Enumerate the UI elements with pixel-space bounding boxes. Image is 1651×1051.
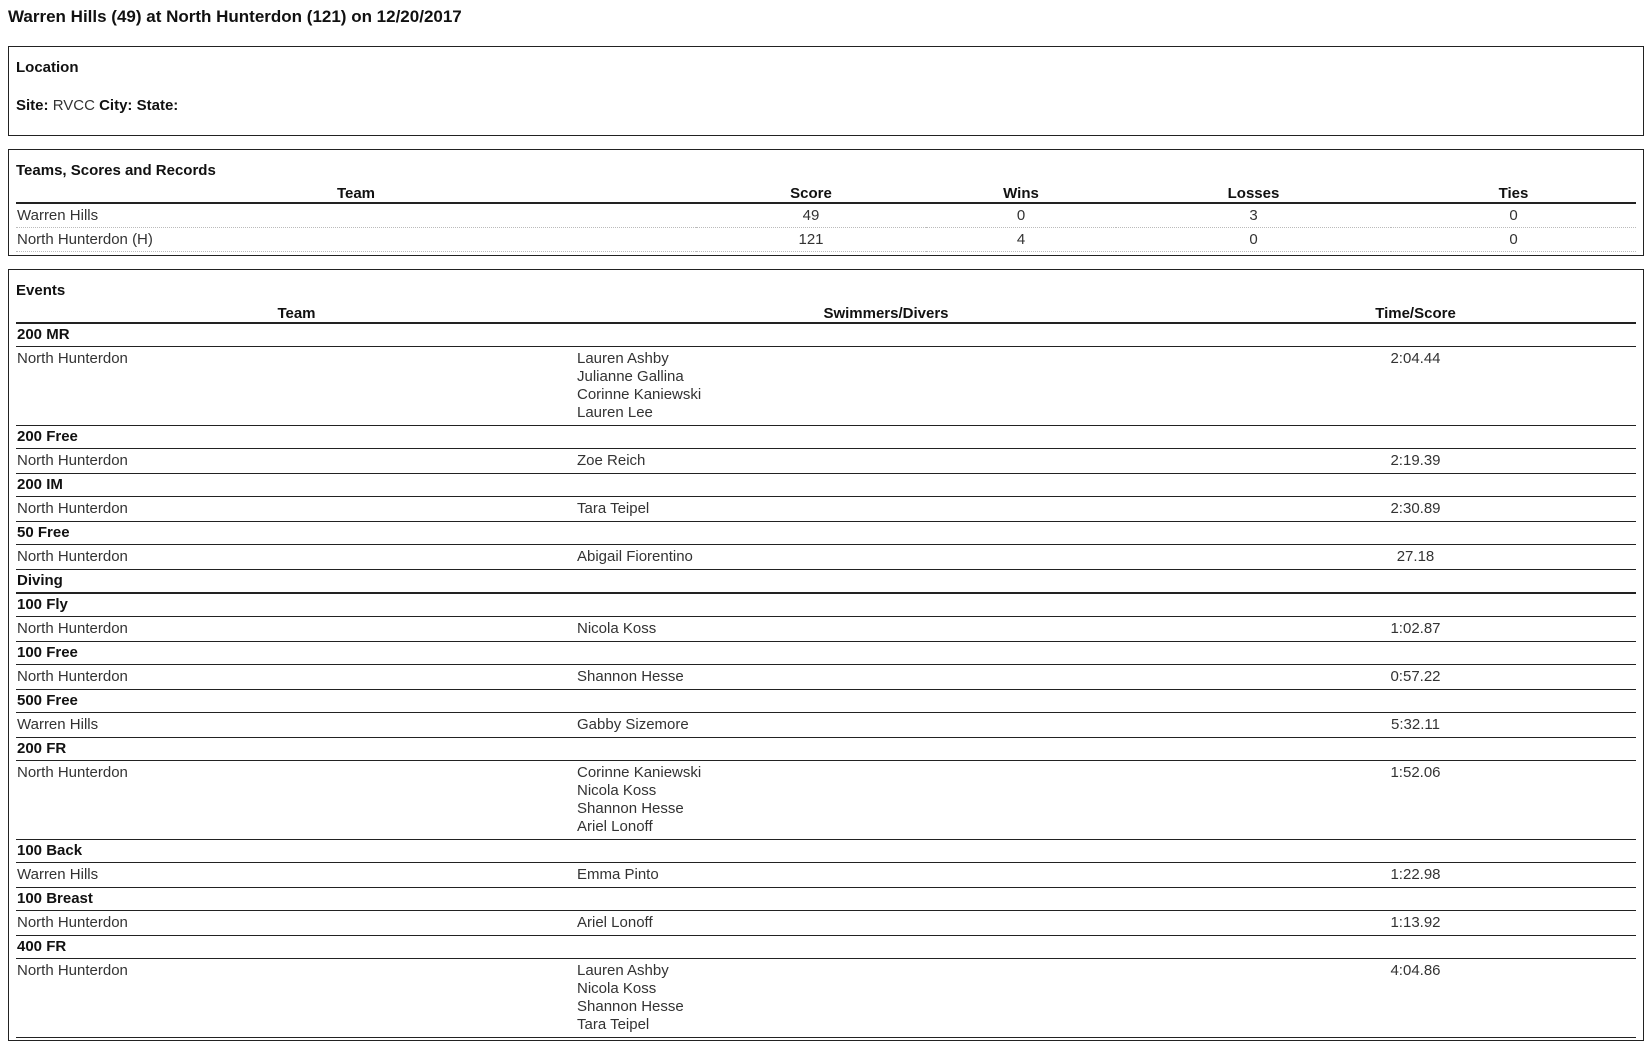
event-result-row (16, 665, 1636, 690)
event-heading-row (16, 642, 1636, 665)
location-line (16, 97, 1636, 115)
event-time: 4:04.86 (1195, 959, 1636, 1038)
team-losses: 3 (1116, 203, 1391, 228)
event-result-row (16, 617, 1636, 642)
team-score: 121 (696, 228, 926, 252)
event-swimmers (577, 617, 1195, 642)
col-time: Time/Score (1195, 300, 1636, 323)
event-name: 400 FR (16, 936, 1636, 959)
site-label: Site: (16, 97, 49, 114)
col-ties: Ties (1391, 180, 1636, 203)
site-value: RVCC (52, 97, 95, 114)
event-time: 1:02.87 (1195, 617, 1636, 642)
col-wins: Wins (926, 180, 1116, 203)
col-losses: Losses (1116, 180, 1391, 203)
event-name: 100 Fly (16, 593, 1636, 617)
event-name: 200 Free (16, 426, 1636, 449)
teams-panel (8, 149, 1644, 256)
events-body (16, 323, 1636, 1038)
event-swimmers (577, 347, 1195, 426)
event-result-row (16, 449, 1636, 474)
swimmer-name: Nicola Koss (577, 980, 657, 997)
event-name: 100 Breast (16, 888, 1636, 911)
swimmer-name: Corinne Kaniewski (577, 386, 702, 403)
swimmer-name: Zoe Reich (577, 452, 646, 469)
event-result-row (16, 863, 1636, 888)
team-ties: 0 (1391, 203, 1636, 228)
event-heading-row (16, 690, 1636, 713)
team-wins: 0 (926, 203, 1116, 228)
event-time: 1:52.06 (1195, 761, 1636, 840)
event-heading-row (16, 474, 1636, 497)
event-swimmers (577, 911, 1195, 936)
col-swimmers: Swimmers/Divers (577, 300, 1195, 323)
col-score: Score (696, 180, 926, 203)
swimmer-name: Ariel Lonoff (577, 914, 653, 931)
event-name: 50 Free (16, 522, 1636, 545)
events-heading: Events (16, 282, 66, 299)
event-result-row (16, 347, 1636, 426)
teams-heading: Teams, Scores and Records (16, 162, 216, 179)
team-ties: 0 (1391, 228, 1636, 252)
swimmer-name: Corinne Kaniewski (577, 764, 702, 781)
team-name: North Hunterdon (H) (16, 228, 696, 252)
table-row (16, 203, 1636, 228)
event-time: 0:57.22 (1195, 665, 1636, 690)
event-name: 100 Free (16, 642, 1636, 665)
event-heading-row (16, 426, 1636, 449)
swimmer-name: Julianne Gallina (577, 368, 684, 385)
event-result-row (16, 545, 1636, 570)
event-time: 2:30.89 (1195, 497, 1636, 522)
location-heading: Location (16, 59, 79, 76)
event-swimmers (577, 761, 1195, 840)
swimmer-name: Tara Teipel (577, 500, 650, 517)
event-name: 100 Back (16, 840, 1636, 863)
teams-table (16, 180, 1636, 252)
event-heading-row (16, 888, 1636, 911)
city-label: City: (99, 97, 133, 114)
swimmer-name: Nicola Koss (577, 782, 657, 799)
team-name: Warren Hills (16, 203, 696, 228)
event-heading-row (16, 323, 1636, 347)
event-team: Warren Hills (16, 713, 577, 738)
swimmer-name: Shannon Hesse (577, 800, 684, 817)
event-swimmers (577, 959, 1195, 1038)
event-team: North Hunterdon (16, 497, 577, 522)
event-result-row (16, 959, 1636, 1038)
events-panel (8, 269, 1644, 1041)
swimmer-name: Nicola Koss (577, 620, 657, 637)
event-name: 200 IM (16, 474, 1636, 497)
event-heading-row (16, 570, 1636, 594)
event-team: North Hunterdon (16, 347, 577, 426)
event-team: North Hunterdon (16, 959, 577, 1038)
event-name: 200 MR (16, 323, 1636, 347)
event-time: 5:32.11 (1195, 713, 1636, 738)
table-row (16, 228, 1636, 252)
event-result-row (16, 497, 1636, 522)
event-time: 2:04.44 (1195, 347, 1636, 426)
swimmer-name: Tara Teipel (577, 1016, 650, 1033)
event-result-row (16, 713, 1636, 738)
swimmer-name: Ariel Lonoff (577, 818, 653, 835)
event-name: 200 FR (16, 738, 1636, 761)
event-swimmers (577, 665, 1195, 690)
swimmer-name: Emma Pinto (577, 866, 659, 883)
event-name: 500 Free (16, 690, 1636, 713)
swimmer-name: Gabby Sizemore (577, 716, 689, 733)
state-label: State: (136, 97, 179, 114)
event-swimmers (577, 545, 1195, 570)
swimmer-name: Lauren Lee (577, 404, 653, 421)
swimmer-name: Abigail Fiorentino (577, 548, 693, 565)
event-name: Diving (16, 570, 1636, 594)
event-team: North Hunterdon (16, 761, 577, 840)
event-time: 27.18 (1195, 545, 1636, 570)
team-losses: 0 (1116, 228, 1391, 252)
team-wins: 4 (926, 228, 1116, 252)
event-heading-row (16, 522, 1636, 545)
event-team: North Hunterdon (16, 665, 577, 690)
event-heading-row (16, 840, 1636, 863)
event-team: Warren Hills (16, 863, 577, 888)
swimmer-name: Lauren Ashby (577, 350, 669, 367)
event-team: North Hunterdon (16, 911, 577, 936)
event-heading-row (16, 738, 1636, 761)
event-time: 1:22.98 (1195, 863, 1636, 888)
event-team: North Hunterdon (16, 617, 577, 642)
event-result-row (16, 761, 1636, 840)
event-team: North Hunterdon (16, 545, 577, 570)
swimmer-name: Shannon Hesse (577, 668, 684, 685)
location-panel (8, 46, 1644, 136)
event-result-row (16, 911, 1636, 936)
swimmer-name: Lauren Ashby (577, 962, 669, 979)
event-team: North Hunterdon (16, 449, 577, 474)
event-time: 1:13.92 (1195, 911, 1636, 936)
event-heading-row (16, 593, 1636, 617)
event-swimmers (577, 713, 1195, 738)
col-team: Team (16, 180, 696, 203)
event-heading-row (16, 936, 1636, 959)
event-time: 2:19.39 (1195, 449, 1636, 474)
event-swimmers (577, 449, 1195, 474)
events-table (16, 300, 1636, 1038)
team-score: 49 (696, 203, 926, 228)
swimmer-name: Shannon Hesse (577, 998, 684, 1015)
event-swimmers (577, 863, 1195, 888)
page-title: Warren Hills (49) at North Hunterdon (121) on 12/20/2017 (8, 7, 462, 26)
event-swimmers (577, 497, 1195, 522)
col-event-team: Team (16, 300, 577, 323)
